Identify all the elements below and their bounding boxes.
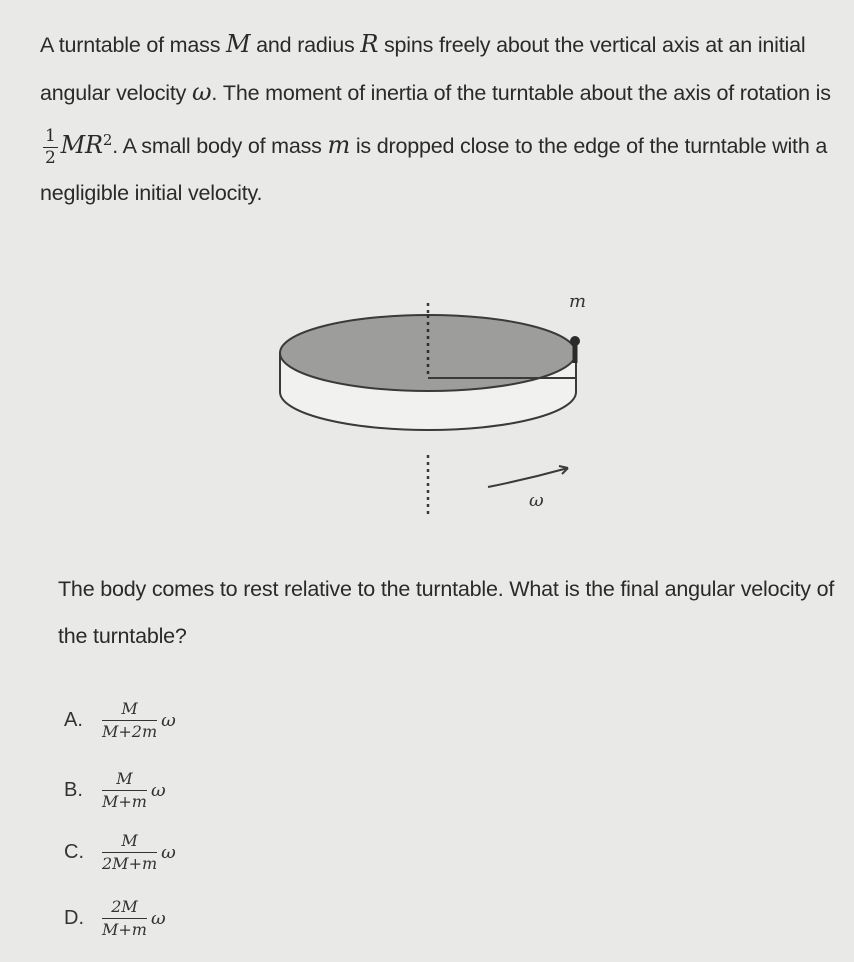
- choice-omega: ω: [150, 779, 166, 801]
- intro-text: and radius: [250, 33, 361, 57]
- fraction-denominator: 2: [45, 147, 56, 168]
- choice-fraction: [102, 896, 147, 939]
- intro-text: . A small body of mass: [112, 134, 328, 159]
- answer-choice-a[interactable]: [64, 694, 176, 746]
- answer-choice-d[interactable]: [64, 892, 166, 944]
- choice-denominator: M+m: [102, 919, 147, 939]
- question-intro: [40, 21, 840, 217]
- choice-fraction: [102, 830, 158, 873]
- choice-fraction: [102, 698, 158, 741]
- choice-letter: D.: [64, 906, 84, 929]
- choice-numerator: M: [102, 771, 147, 791]
- fraction-one-half: [43, 125, 58, 168]
- choice-numerator: M: [102, 833, 157, 853]
- choice-numerator: M: [102, 701, 157, 721]
- choice-numerator: 2M: [102, 899, 147, 919]
- choice-omega: ω: [150, 907, 166, 929]
- intro-text: spins freely about the vertical axis at an initial angular velocity: [40, 33, 806, 105]
- small-mass-dot: [570, 336, 580, 346]
- var-M: M: [226, 30, 251, 58]
- choice-denominator: 2M+m: [102, 853, 158, 873]
- intro-text: A turntable of mass: [40, 33, 227, 57]
- intro-text: is dropped close to the edge of the turntable with a negligible initial velocity.: [40, 134, 828, 206]
- var-omega: ω: [191, 78, 212, 106]
- choice-omega: ω: [161, 841, 176, 863]
- var-R: R: [360, 30, 379, 58]
- answer-choice-c[interactable]: [64, 826, 176, 878]
- var-MR: MR: [60, 131, 103, 160]
- fraction-numerator: 1: [45, 125, 56, 146]
- mass-label: m: [569, 291, 587, 312]
- choice-letter: A.: [64, 708, 83, 731]
- choice-denominator: M+2m: [102, 721, 158, 741]
- omega-label: ω: [529, 490, 544, 511]
- choice-fraction: [102, 768, 147, 811]
- choice-letter: B.: [64, 778, 83, 801]
- rotation-arrow-icon: [488, 468, 568, 487]
- choice-letter: C.: [64, 840, 84, 863]
- var-m: m: [327, 131, 351, 160]
- choice-omega: ω: [161, 709, 176, 731]
- intro-text: . The moment of inertia of the turntable about the axis of rotation is: [211, 81, 831, 105]
- exponent: 2: [102, 131, 113, 149]
- turntable-figure: [270, 275, 600, 525]
- choice-denominator: M+m: [102, 791, 147, 811]
- question-prompt: The body comes to rest relative to the turntable. What is the final angular velocity of the turntable?: [58, 577, 835, 648]
- answer-choice-b[interactable]: [64, 764, 166, 816]
